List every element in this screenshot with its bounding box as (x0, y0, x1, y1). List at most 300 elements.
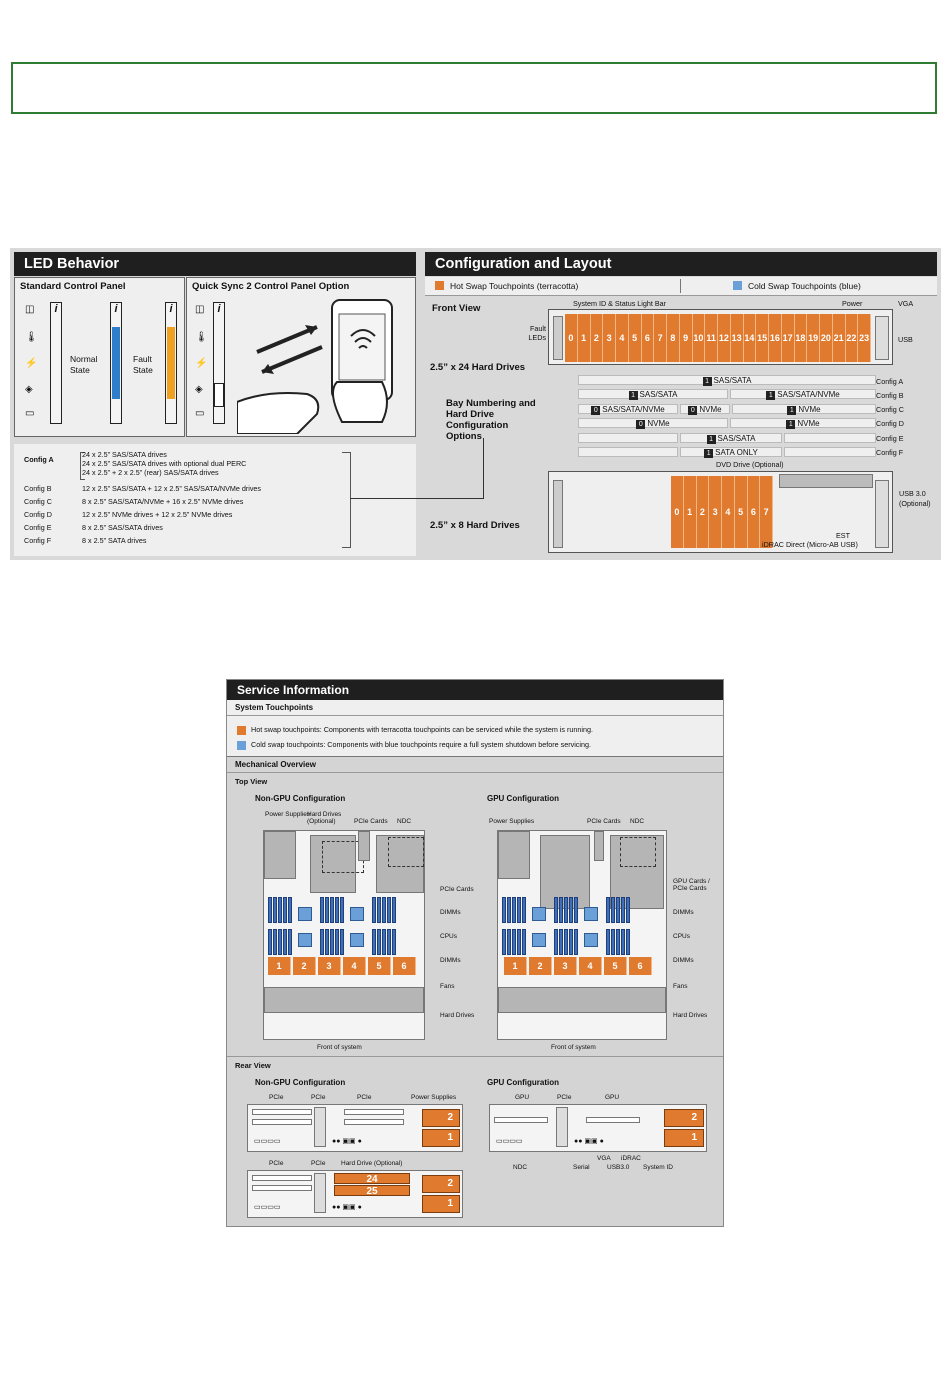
dimm (325, 929, 329, 955)
dimm (372, 929, 376, 955)
dimm (616, 929, 620, 955)
dimm (340, 929, 344, 955)
rear-system-id-label: System ID (643, 1164, 673, 1171)
pcie-icon: ▭ (195, 408, 205, 419)
normal-state-label: Normal State (70, 354, 98, 375)
config-left-segment (578, 418, 728, 428)
drive-bay-12[interactable]: 12 (718, 314, 731, 362)
gpu-slot (494, 1117, 548, 1123)
cpu (350, 907, 364, 921)
front-view-label: Front View (432, 303, 481, 314)
fan-6[interactable]: 6 (629, 957, 652, 975)
dimm (512, 929, 516, 955)
drive-bay-7[interactable]: 7 (654, 314, 667, 362)
cold-swap-swatch (733, 281, 742, 290)
drive-bays-24 (565, 314, 871, 362)
ndc-ports: ▭▭▭▭ (254, 1204, 281, 1211)
drive-bay-8-0[interactable]: 0 (671, 476, 684, 548)
config-c-desc: 8 x 2.5” SAS/SATA/NVMe + 16 x 2.5” NVMe drives (82, 497, 244, 506)
drive-bay-3[interactable]: 3 (603, 314, 616, 362)
config-bay-number: 0 (591, 406, 600, 415)
config-bay-number: 1 (766, 391, 775, 400)
info-icon: i (169, 303, 173, 315)
dimm (278, 929, 282, 955)
fan-4[interactable]: 4 (343, 957, 366, 975)
divider (227, 756, 723, 757)
dimm (273, 897, 277, 923)
rear-serial-label: Serial (573, 1164, 590, 1171)
fan-row (268, 957, 418, 975)
config-f-name: Config F (24, 536, 52, 545)
ndc-dashed (388, 837, 424, 867)
hot-swap-text: Hot swap touchpoints: Components with terracotta touchpoints can be serviced while the system is running. (251, 725, 593, 734)
dimm (559, 929, 563, 955)
dimm (626, 929, 630, 955)
dimm (564, 897, 568, 923)
est-label: EST (836, 531, 850, 540)
config-layout-header: Configuration and Layout (425, 252, 937, 276)
config-left-segment (578, 404, 678, 414)
idrac-direct-label: iDRAC Direct (Micro-AB USB) (762, 540, 858, 549)
drive-bay-19[interactable]: 19 (807, 314, 820, 362)
dimm (522, 897, 526, 923)
touchpoints-section (227, 700, 723, 756)
temperature-icon: 🌡 (25, 332, 38, 343)
config-connector (350, 498, 483, 499)
divider (227, 772, 723, 773)
drive-bay-23[interactable]: 23 (858, 314, 871, 362)
cold-swap-text: Cold swap touchpoints: Components with blue touchpoints require a full system shutdown before servicing. (251, 740, 591, 749)
pcie-slot (344, 1119, 404, 1125)
system-id-label: System ID & Status Light Bar (573, 299, 667, 308)
dimm (283, 897, 287, 923)
psu-2-label: 2 (447, 1178, 453, 1189)
cpu (532, 933, 546, 947)
quicksync-title: Quick Sync 2 Control Panel Option (192, 281, 350, 292)
dimm (268, 929, 272, 955)
dimm (554, 929, 558, 955)
config-center-segment (680, 433, 782, 443)
dimm (335, 929, 339, 955)
rear-usb30-label: USB3.0 (607, 1164, 630, 1171)
drives-24-label: 2.5” x 24 Hard Drives (430, 362, 526, 373)
dimm (616, 897, 620, 923)
dimm (320, 929, 324, 955)
drive-bay-10[interactable]: 10 (693, 314, 706, 362)
front-chassis-24 (548, 309, 893, 365)
power-icon: ⚡ (25, 358, 38, 369)
config-bay-number: 0 (688, 406, 697, 415)
rear-ndc-label: NDC (513, 1164, 528, 1171)
dimm (606, 897, 610, 923)
drive-bay-21[interactable]: 21 (833, 314, 846, 362)
drive-bay-17[interactable]: 17 (782, 314, 795, 362)
power-label: Power (842, 299, 863, 308)
touchpoint-legend (425, 277, 937, 296)
drive-bay-8-1[interactable]: 1 (684, 476, 697, 548)
psu-1-label: 1 (691, 1132, 697, 1143)
config-row-e: Config E (876, 434, 904, 443)
standard-control-panel (14, 277, 185, 437)
cpu-icon: ◈ (195, 384, 203, 395)
dimm (392, 897, 396, 923)
drive-bay-0[interactable]: 0 (565, 314, 578, 362)
dvd-label: DVD Drive (Optional) (716, 460, 784, 469)
configuration-panel (10, 248, 941, 560)
drive-bay-13[interactable]: 13 (731, 314, 744, 362)
dimm (382, 897, 386, 923)
pcie-card (358, 831, 370, 861)
phone-sync-illustration (237, 292, 412, 434)
config-bay-number: 1 (704, 449, 713, 458)
dimm (559, 897, 563, 923)
config-empty-segment (784, 447, 876, 457)
service-header: Service Information (227, 680, 723, 700)
cold-swatch (237, 741, 246, 750)
wireless-button (214, 383, 224, 407)
psu-2 (422, 1109, 460, 1127)
rear-gpu-label: GPU (515, 1094, 530, 1101)
config-segment-text: NVMe (798, 404, 821, 414)
io-ports: ●● ▣▣ ● (332, 1138, 362, 1145)
rear-drive-24: 24 (334, 1173, 410, 1184)
drive-icon: ◫ (195, 304, 205, 315)
pcie-slot (344, 1109, 404, 1115)
config-bay-number: 0 (636, 420, 645, 429)
gpu-pcie-cards-label: PCIe Cards (587, 818, 621, 825)
drive-bay-4[interactable]: 4 (616, 314, 629, 362)
hard-drives-label: Hard Drives (440, 1012, 475, 1019)
dimm (387, 929, 391, 955)
cpu (532, 907, 546, 921)
drive-bay-11[interactable]: 11 (705, 314, 718, 362)
hot-swatch (237, 726, 246, 735)
config-right-segment (730, 418, 876, 428)
ndc-label: NDC (397, 818, 412, 825)
status-light-bar (553, 316, 563, 360)
dimm (626, 897, 630, 923)
right-control-panel (875, 316, 889, 360)
gpu-slot (586, 1117, 640, 1123)
dimms-label: DIMMs (440, 909, 461, 916)
led-behavior-header: LED Behavior (14, 252, 416, 276)
pcie-card (594, 831, 604, 861)
config-bay-number: 1 (786, 420, 795, 429)
gpu-dimms-label-2: DIMMs (673, 957, 694, 964)
service-information-panel (226, 679, 724, 1227)
rear-psu-label: Power Supplies (411, 1094, 457, 1101)
config-empty-segment (578, 433, 678, 443)
ndc-ports: ▭▭▭▭ (496, 1138, 523, 1145)
pcie-riser (556, 1107, 568, 1147)
fan-5[interactable]: 5 (604, 957, 627, 975)
info-icon: i (217, 303, 221, 315)
psu-1 (422, 1195, 460, 1213)
rear2-hard-drive-label: Hard Drive (Optional) (341, 1160, 403, 1167)
hot-swap-swatch (435, 281, 444, 290)
dimm (283, 929, 287, 955)
config-connector (483, 438, 484, 499)
gpu-power-supplies-label: Power Supplies (489, 818, 535, 825)
dimm (325, 897, 329, 923)
config-bay-number: 1 (707, 435, 716, 444)
pcie-slot (252, 1175, 312, 1181)
non-gpu-top-chassis (263, 830, 425, 1040)
dimm (517, 897, 521, 923)
top-non-gpu-title: Non-GPU Configuration (255, 794, 346, 803)
config-b-desc: 12 x 2.5” SAS/SATA + 12 x 2.5” SAS/SATA/NVMe drives (82, 484, 262, 493)
drive-bay-5[interactable]: 5 (629, 314, 642, 362)
config-left-segment (578, 389, 728, 399)
drive-bay-8-7[interactable]: 7 (760, 476, 773, 548)
fan-3[interactable]: 3 (554, 957, 577, 975)
config-segment-text: SAS/SATA (717, 433, 756, 443)
psu-1-label: 1 (447, 1132, 453, 1143)
pcie-slot (252, 1109, 312, 1115)
dimm (507, 929, 511, 955)
psu-1 (422, 1129, 460, 1147)
io-ports: ●● ▣▣ ● (574, 1138, 604, 1145)
temperature-icon: 🌡 (195, 332, 208, 343)
rear-gpu-pcie-label: PCIe (557, 1094, 572, 1101)
fans-label: Fans (440, 983, 455, 990)
cpu-icon: ◈ (25, 384, 33, 395)
drive-bay-8[interactable]: 8 (667, 314, 680, 362)
config-right-segment (730, 389, 876, 399)
drive-bay-2[interactable]: 2 (591, 314, 604, 362)
usb-label: USB (898, 335, 913, 344)
dimm (268, 897, 272, 923)
right-control-panel (875, 480, 889, 548)
rear-chassis-1 (247, 1104, 463, 1152)
dimm (522, 929, 526, 955)
dimm (278, 897, 282, 923)
config-f-desc: 8 x 2.5” SATA drives (82, 536, 147, 545)
dimm (340, 897, 344, 923)
gpu-front-of-system-label: Front of system (551, 1044, 596, 1051)
config-list-bracket (342, 452, 351, 548)
config-full-segment (578, 375, 876, 385)
rear-gpu-title: GPU Configuration (487, 1078, 559, 1087)
dimm (392, 929, 396, 955)
dimm (621, 929, 625, 955)
drive-bay-8-4[interactable]: 4 (722, 476, 735, 548)
pcie-cards-side-label: PCIe Cards (440, 886, 474, 893)
config-e-desc: 8 x 2.5” SAS/SATA drives (82, 523, 163, 532)
led-bar-off (50, 302, 62, 424)
rear-idrac-label: iDRAC (621, 1155, 641, 1162)
info-icon: i (54, 303, 58, 315)
fan-2[interactable]: 2 (293, 957, 316, 975)
usb30-label: USB 3.0 (Optional) (899, 489, 931, 508)
config-segment-text: SAS/SATA (639, 390, 678, 400)
standard-panel-title: Standard Control Panel (20, 281, 126, 292)
pcie-riser (314, 1107, 326, 1147)
pcie-slot (252, 1185, 312, 1191)
drive-bay-18[interactable]: 18 (795, 314, 808, 362)
config-a-desc-1: 24 x 2.5” SAS/SATA drives (82, 450, 167, 459)
power-supplies-block (264, 831, 296, 879)
fault-state-light (167, 327, 175, 399)
legend-divider (680, 279, 681, 293)
dimm (502, 929, 506, 955)
drive-bay-8-3[interactable]: 3 (709, 476, 722, 548)
dimm (512, 897, 516, 923)
dimm (517, 929, 521, 955)
dimm (382, 929, 386, 955)
dimm (372, 897, 376, 923)
drive-bay-6[interactable]: 6 (642, 314, 655, 362)
cpus-label: CPUs (440, 933, 457, 940)
status-light-bar (553, 480, 563, 548)
cold-swap-legend: Cold Swap Touchpoints (blue) (748, 281, 861, 291)
cpu (298, 907, 312, 921)
config-row-d: Config D (876, 419, 904, 428)
rear-pcie-label-3: PCIe (357, 1094, 372, 1101)
config-a-name: Config A (24, 455, 54, 464)
config-d-desc: 12 x 2.5” NVMe drives + 12 x 2.5” NVMe drives (82, 510, 233, 519)
drive-bay-1[interactable]: 1 (578, 314, 591, 362)
rear2-pcie-label-2: PCIe (311, 1160, 326, 1167)
rear-gpu-chassis (489, 1104, 707, 1152)
rear-drive-25: 25 (334, 1185, 410, 1196)
cpu (298, 933, 312, 947)
power-supplies-label: Power Supplies (265, 811, 311, 818)
divider (227, 1056, 723, 1057)
config-a-desc-3: 24 x 2.5” + 2 x 2.5” (rear) SAS/SATA drives (82, 468, 219, 477)
front-of-system-label: Front of system (317, 1044, 362, 1051)
drive-bay-15[interactable]: 15 (756, 314, 769, 362)
quicksync-panel (186, 277, 416, 437)
fan-2[interactable]: 2 (529, 957, 552, 975)
config-segment-text: NVMe (647, 419, 670, 429)
rear-vga-label: VGA (597, 1155, 611, 1162)
dimm (330, 897, 334, 923)
config-right-segment (732, 404, 876, 414)
fan-5[interactable]: 5 (368, 957, 391, 975)
config-rows (564, 375, 884, 463)
dimm (606, 929, 610, 955)
config-c-name: Config C (24, 497, 52, 506)
fan-row (504, 957, 654, 975)
drive-bay-20[interactable]: 20 (820, 314, 833, 362)
top-frame (11, 62, 937, 114)
config-row-a: Config A (876, 377, 904, 386)
top-view-label: Top View (235, 777, 268, 786)
top-gpu-title: GPU Configuration (487, 794, 559, 803)
fan-6[interactable]: 6 (393, 957, 416, 975)
fault-state-label: Fault State (133, 354, 153, 375)
fan-3[interactable]: 3 (318, 957, 341, 975)
rear-pcie-label-2: PCIe (311, 1094, 326, 1101)
drive-bay-8-5[interactable]: 5 (735, 476, 748, 548)
hot-swap-legend: Hot Swap Touchpoints (terracotta) (450, 281, 579, 291)
psu-1 (664, 1129, 704, 1147)
drive-bay-22[interactable]: 22 (846, 314, 859, 362)
config-segment-text: SAS/SATA/NVMe (602, 404, 665, 414)
drives-8-label: 2.5” x 8 Hard Drives (430, 520, 520, 531)
config-row-c: Config C (876, 405, 904, 414)
quicksync-led-bar (213, 302, 225, 424)
config-bay-number: 1 (787, 406, 796, 415)
fault-leds-label: Fault LEDs (528, 324, 546, 342)
dimm (502, 897, 506, 923)
psu-2-label: 2 (691, 1112, 697, 1123)
drive-bay-14[interactable]: 14 (744, 314, 757, 362)
config-a-desc-2: 24 x 2.5” SAS/SATA drives with optional dual PERC (82, 459, 247, 468)
dimm (564, 929, 568, 955)
hard-drives-block (264, 987, 424, 1013)
power-supplies-block (498, 831, 530, 879)
rear-view-label: Rear View (235, 1061, 271, 1070)
config-empty-segment (784, 433, 876, 443)
dimm (273, 929, 277, 955)
dimm (330, 929, 334, 955)
rear-pcie-label: PCIe (269, 1094, 284, 1101)
pcie-cards-label: PCIe Cards (354, 818, 388, 825)
hard-drives-block (498, 987, 666, 1013)
mechanical-overview: Mechanical Overview (235, 760, 316, 769)
led-bar-fault (165, 302, 177, 424)
psu-1-label: 1 (447, 1198, 453, 1209)
fan-4[interactable]: 4 (579, 957, 602, 975)
vga-label: VGA (898, 299, 914, 308)
config-segment-text: SAS/SATA (713, 376, 752, 385)
io-ports: ●● ▣▣ ● (332, 1204, 362, 1211)
touchpoints-title: System Touchpoints (235, 703, 314, 712)
gpu-fans-label: Fans (673, 983, 688, 990)
config-e-name: Config E (24, 523, 52, 532)
dimm (377, 929, 381, 955)
fan-1[interactable]: 1 (504, 957, 527, 975)
psu-2-label: 2 (447, 1112, 453, 1123)
dimm (611, 897, 615, 923)
gpu-hard-drives-label: Hard Drives (673, 1012, 708, 1019)
gpu-cpus-label: CPUs (673, 933, 690, 940)
drive-bay-9[interactable]: 9 (680, 314, 693, 362)
drive-icon: ◫ (25, 304, 35, 315)
dimm (377, 897, 381, 923)
psu-2 (422, 1175, 460, 1193)
dvd-drive (779, 474, 873, 488)
gpu-dimms-label: DIMMs (673, 909, 694, 916)
dimm (621, 897, 625, 923)
drive-bay-8-6[interactable]: 6 (748, 476, 761, 548)
config-b-name: Config B (24, 484, 52, 493)
fan-1[interactable]: 1 (268, 957, 291, 975)
config-bay-number: 1 (629, 391, 638, 400)
cpu (584, 907, 598, 921)
drive-bay-16[interactable]: 16 (769, 314, 782, 362)
dimms-label-2: DIMMs (440, 957, 461, 964)
power-icon: ⚡ (195, 358, 208, 369)
pcie-slot (252, 1119, 312, 1125)
pcie-icon: ▭ (25, 408, 35, 419)
config-segment-text: NVMe (797, 419, 820, 429)
dimm (335, 897, 339, 923)
ndc-ports: ▭▭▭▭ (254, 1138, 281, 1145)
drive-bays-8 (671, 476, 773, 548)
rear2-pcie-label: PCIe (269, 1160, 284, 1167)
config-row-f: Config F (876, 448, 904, 457)
config-row-b: Config B (876, 391, 904, 400)
normal-state-light (112, 327, 120, 399)
bay-numbering-label: Bay Numbering and Hard Drive Configuration Options (446, 398, 536, 442)
drive-bay-8-2[interactable]: 2 (697, 476, 710, 548)
gpu-cards-label: GPU Cards / PCIe Cards (673, 878, 710, 892)
gpu-top-chassis (497, 830, 667, 1040)
gpu-ndc-label: NDC (630, 818, 645, 825)
